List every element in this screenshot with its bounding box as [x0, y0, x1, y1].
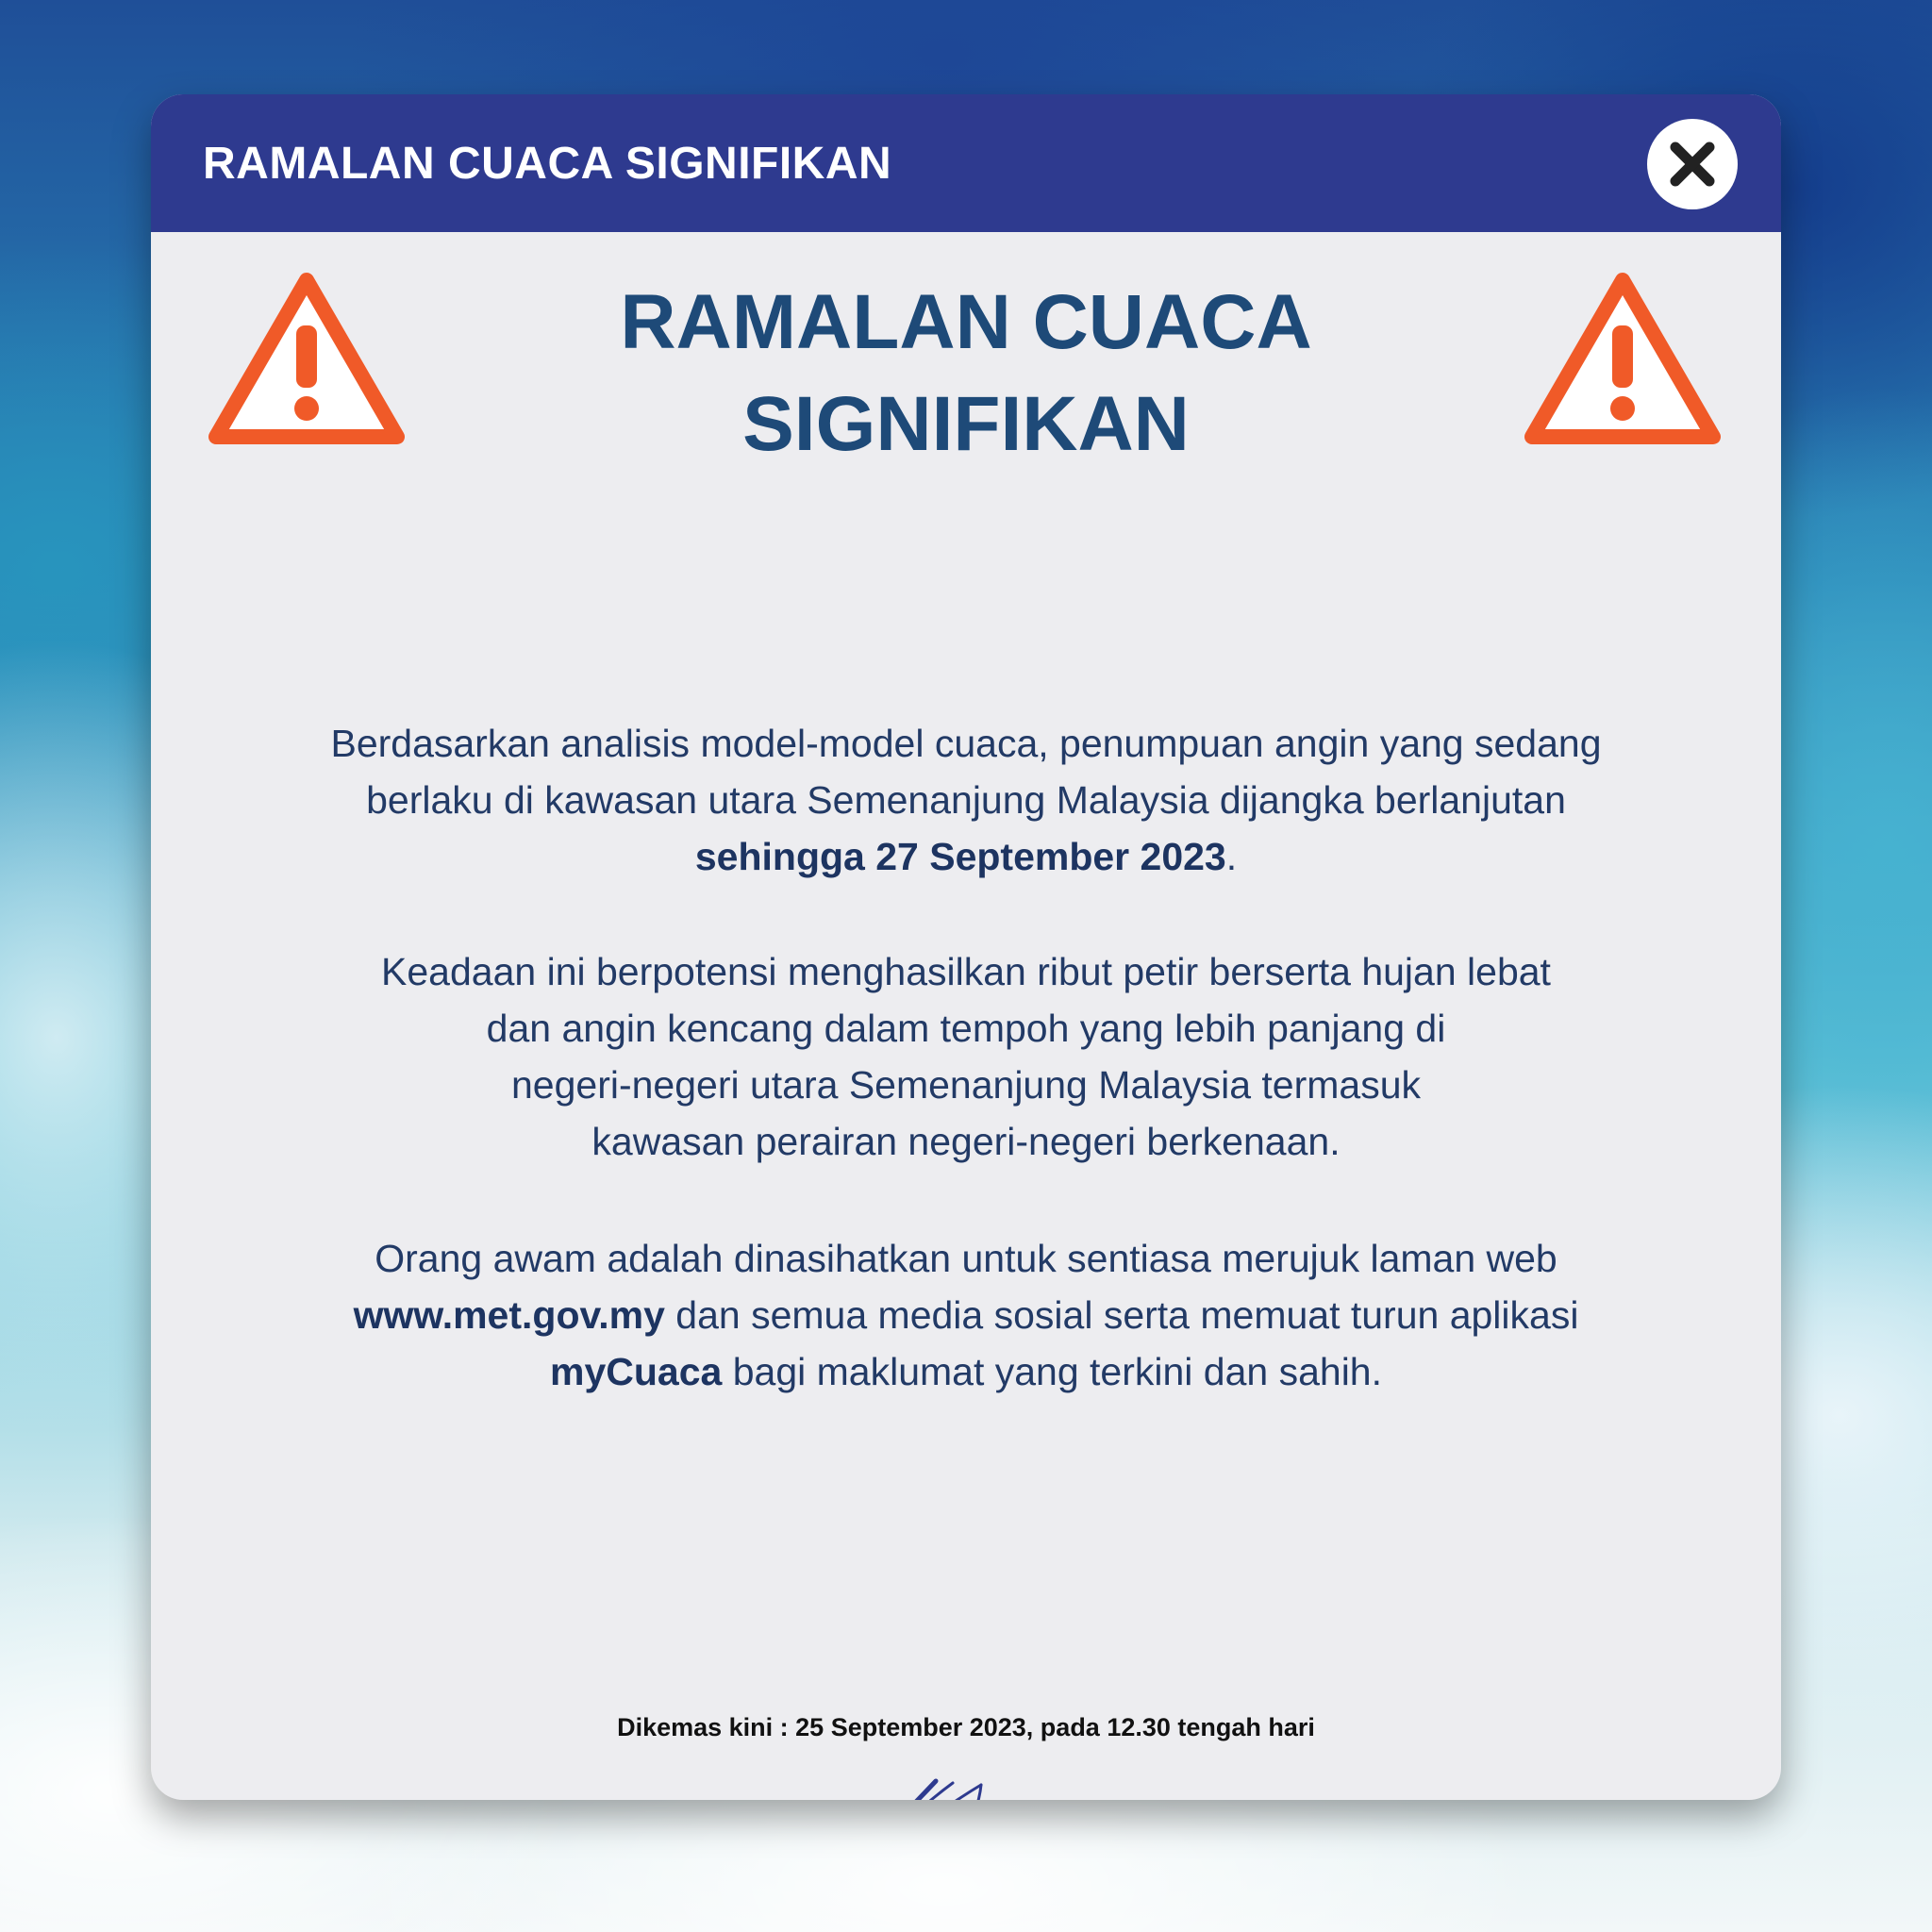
forecast-paragraph [226, 715, 1706, 885]
dialog-title: RAMALAN CUACA SIGNIFIKAN [203, 139, 892, 189]
close-icon [1647, 119, 1738, 209]
heading-line-2: SIGNIFIKAN [742, 381, 1190, 467]
paragraph-line: Orang awam adalah dinasihatkan untuk sentiasa merujuk laman web [375, 1237, 1557, 1280]
impact-paragraph [226, 943, 1706, 1170]
advice-paragraph [226, 1230, 1706, 1400]
paragraph-line: negeri-negeri utara Semenanjung Malaysia termasuk [510, 1063, 1422, 1107]
paragraph-line: myCuaca bagi maklumat yang terkini dan sahih. [550, 1350, 1382, 1393]
alert-dialog [151, 94, 1781, 1877]
forecast-date: sehingga 27 September 2023 [694, 835, 1226, 878]
met-malaysia-logo: MET Malaysia [840, 1775, 1085, 1800]
paragraph-line: www.met.gov.my dan semua media sosial serta memuat turun aplikasi [353, 1293, 1579, 1337]
heading-line-1: RAMALAN CUACA [620, 279, 1312, 365]
alert-heading [434, 272, 1498, 475]
paragraph-line: kawasan perairan negeri-negeri berkenaan. [591, 1120, 1341, 1163]
paragraph-line: berlaku di kawasan utara Semenanjung Malaysia dijangka berlanjutan [366, 778, 1566, 822]
updated-timestamp: Dikemas kini : 25 September 2023, pada 12.30 tengah hari [617, 1713, 1315, 1741]
paragraph-line: dan angin kencang dalam tempoh yang lebih panjang di [486, 1007, 1446, 1050]
dialog-title-bar [151, 94, 1781, 232]
paragraph-line: Berdasarkan analisis model-model cuaca, penumpuan angin yang sedang [330, 722, 1602, 765]
paragraph-line: sehingga 27 September 2023. [694, 835, 1238, 878]
warning-icon [203, 267, 410, 456]
website-link[interactable]: www.met.gov.my [353, 1293, 665, 1337]
app-name: myCuaca [550, 1350, 723, 1393]
close-button[interactable] [1647, 119, 1738, 209]
warning-icon [1519, 267, 1726, 456]
paragraph-line: Keadaan ini berpotensi menghasilkan ribut petir berserta hujan lebat [381, 950, 1551, 993]
